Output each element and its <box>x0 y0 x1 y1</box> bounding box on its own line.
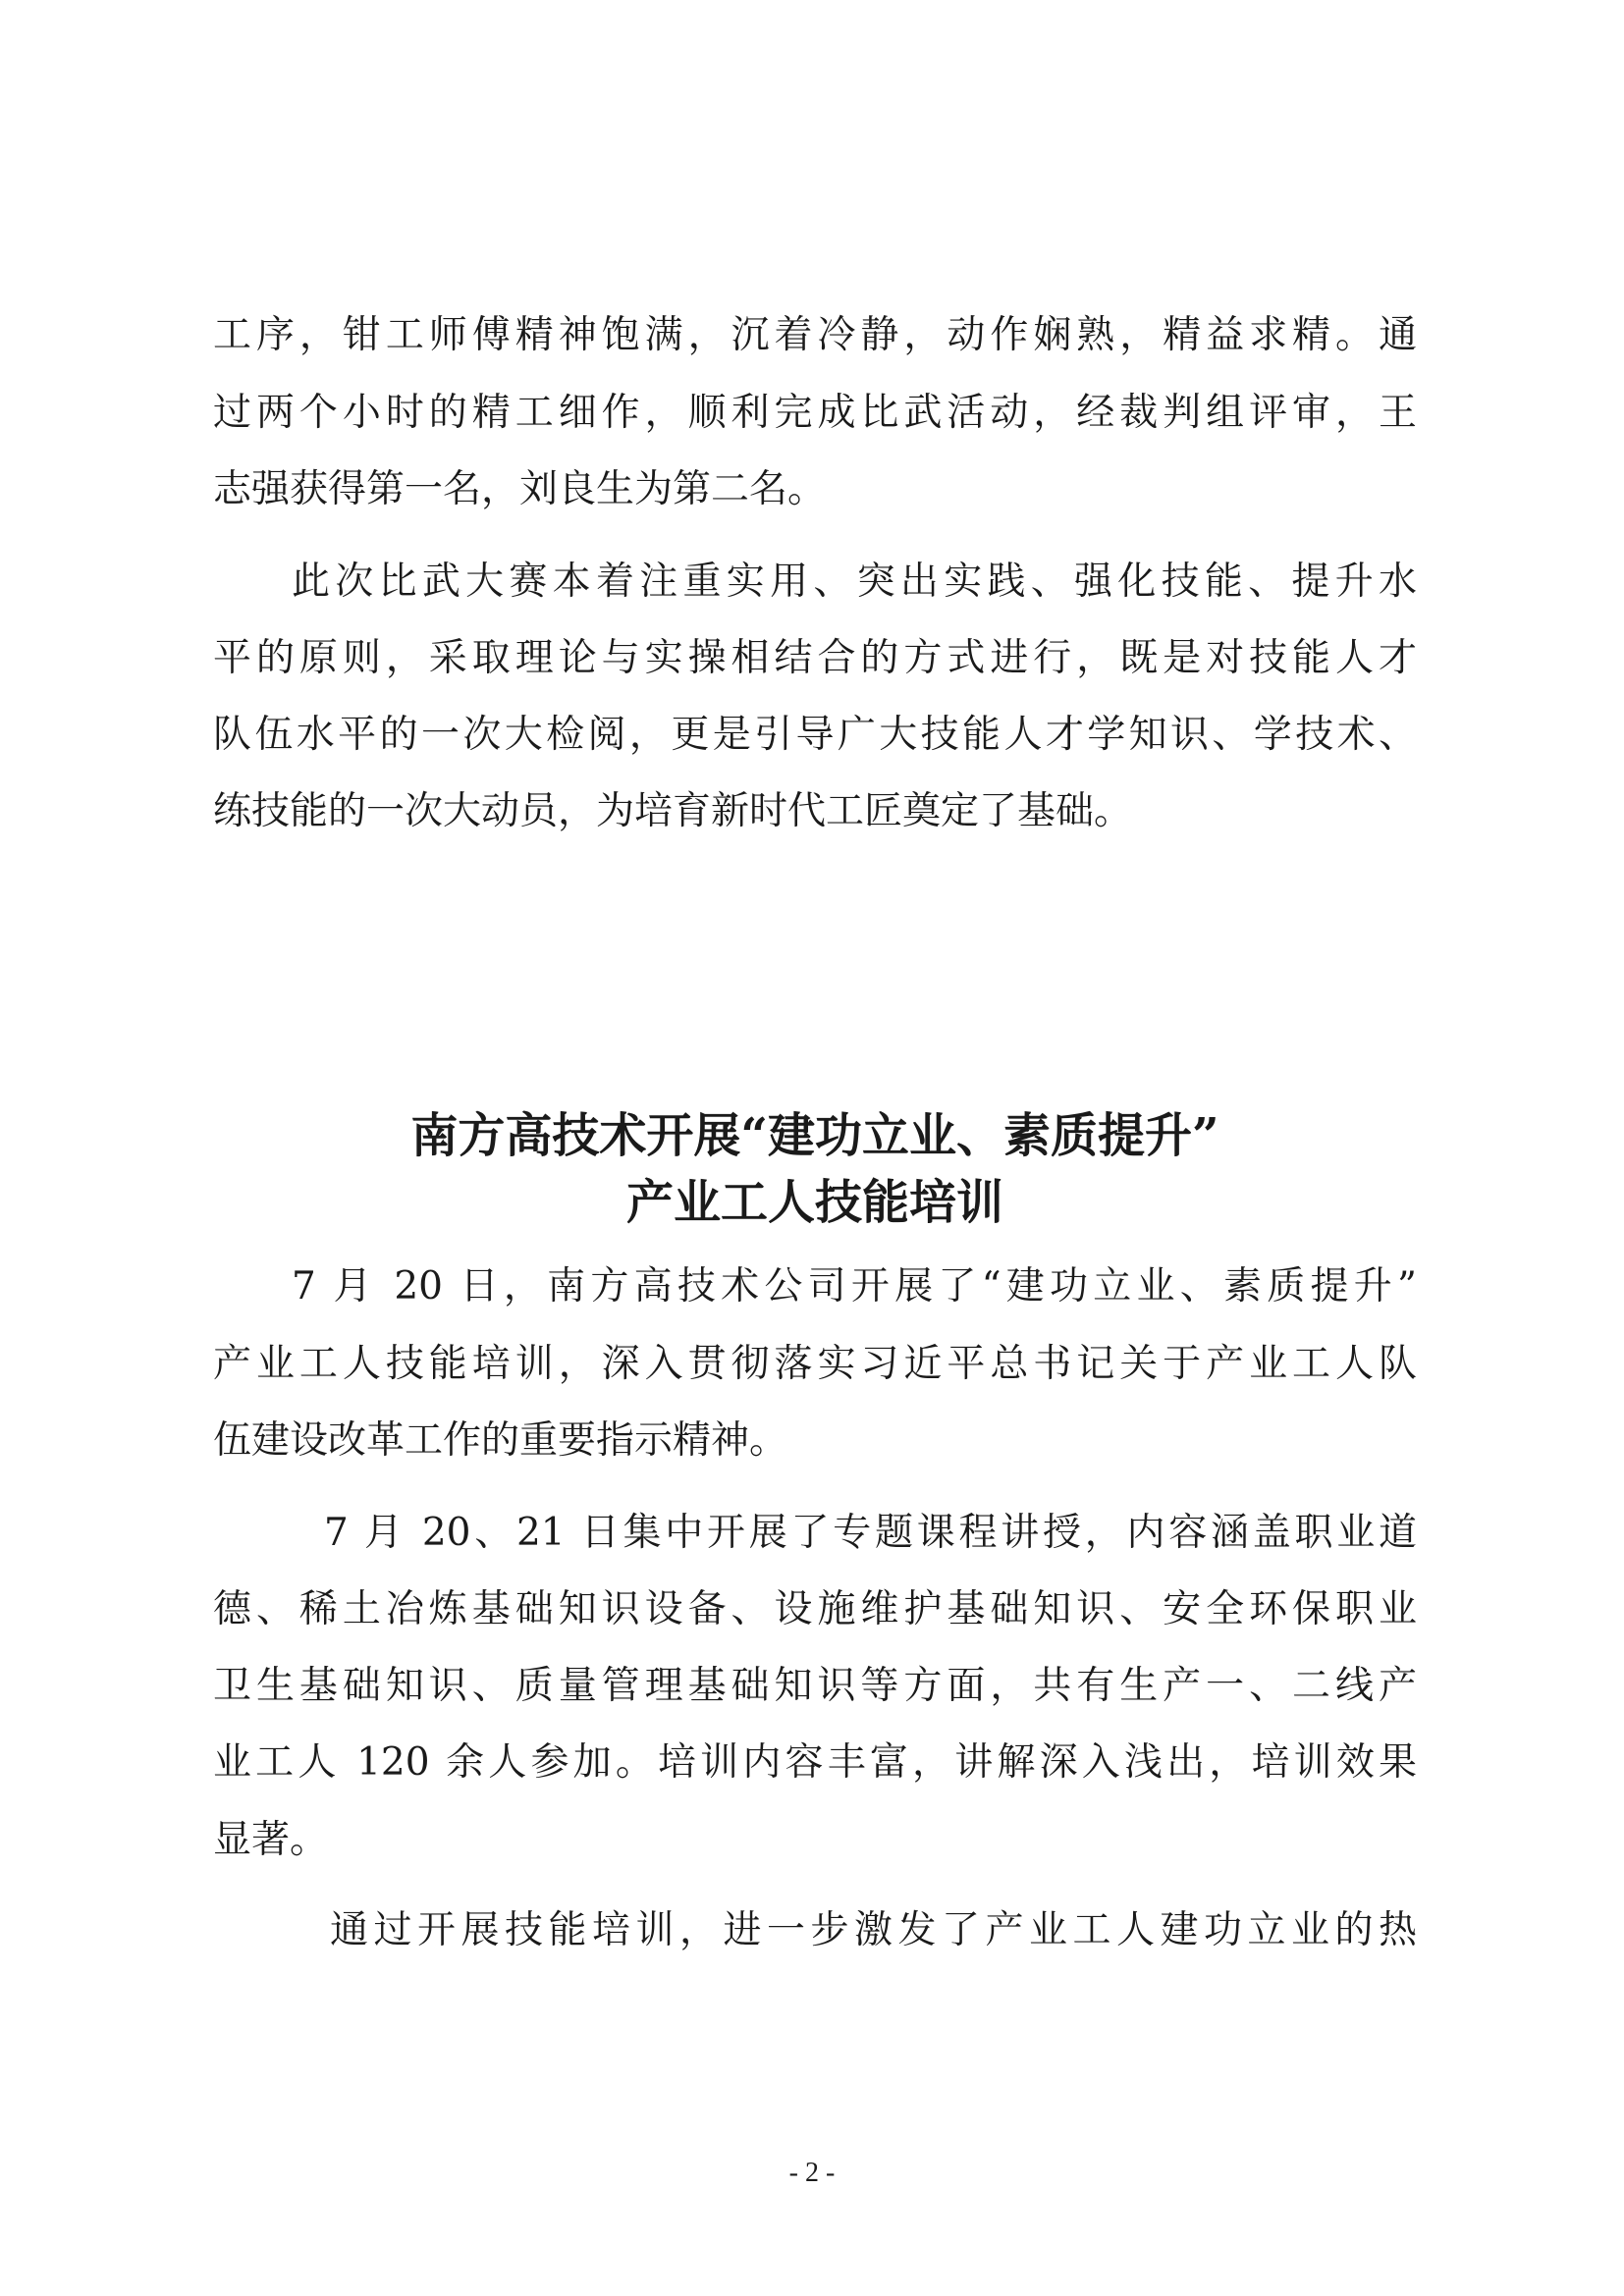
paragraph-line: 德、稀土冶炼基础知识设备、设施维护基础知识、安全环保职业 <box>213 1587 1417 1631</box>
paragraph-line: 业工人 120 余人参加。培训内容丰富，讲解深入浅出，培训效果 <box>213 1740 1417 1785</box>
paragraph-line: 产业工人技能培训，深入贯彻落实习近平总书记关于产业工人队 <box>213 1342 1417 1386</box>
paragraph-line: 伍建设改革工作的重要指示精神。 <box>213 1418 788 1463</box>
paragraph-line: 练技能的一次大动员，为培育新时代工匠奠定了基础。 <box>213 789 1133 833</box>
paragraph-line: 队伍水平的一次大检阅，更是引导广大技能人才学知识、学技术、 <box>213 713 1417 757</box>
paragraph-line: 志强获得第一名，刘良生为第二名。 <box>213 467 827 511</box>
paragraph-line: 过两个小时的精工细作，顺利完成比武活动，经裁判组评审，王 <box>213 391 1417 435</box>
paragraph-line: 卫生基础知识、质量管理基础知识等方面，共有生产一、二线产 <box>213 1664 1417 1708</box>
paragraph-line: 此次比武大赛本着注重实用、突出实践、强化技能、提升水 <box>292 560 1417 604</box>
paragraph-line: 平的原则，采取理论与实操相结合的方式进行，既是对技能人才 <box>213 636 1417 680</box>
page-number: - 2 - <box>788 2158 836 2188</box>
paragraph-line: 显著。 <box>213 1818 329 1862</box>
paragraph-line: 7 月 20 日，南方高技术公司开展了“建功立业、素质提升” <box>292 1264 1417 1308</box>
paragraph-line: 7 月 20、21 日集中开展了专题课程讲授，内容涵盖职业道 <box>324 1511 1417 1555</box>
article-title-line-2: 产业工人技能培训 <box>625 1175 1003 1230</box>
paragraph-line: 通过开展技能培训，进一步激发了产业工人建功立业的热 <box>330 1908 1417 1952</box>
article-title-line-1: 南方高技术开展“建功立业、素质提升” <box>410 1108 1219 1163</box>
paragraph-line: 工序，钳工师傅精神饱满，沉着冷静，动作娴熟，精益求精。通 <box>213 313 1417 357</box>
